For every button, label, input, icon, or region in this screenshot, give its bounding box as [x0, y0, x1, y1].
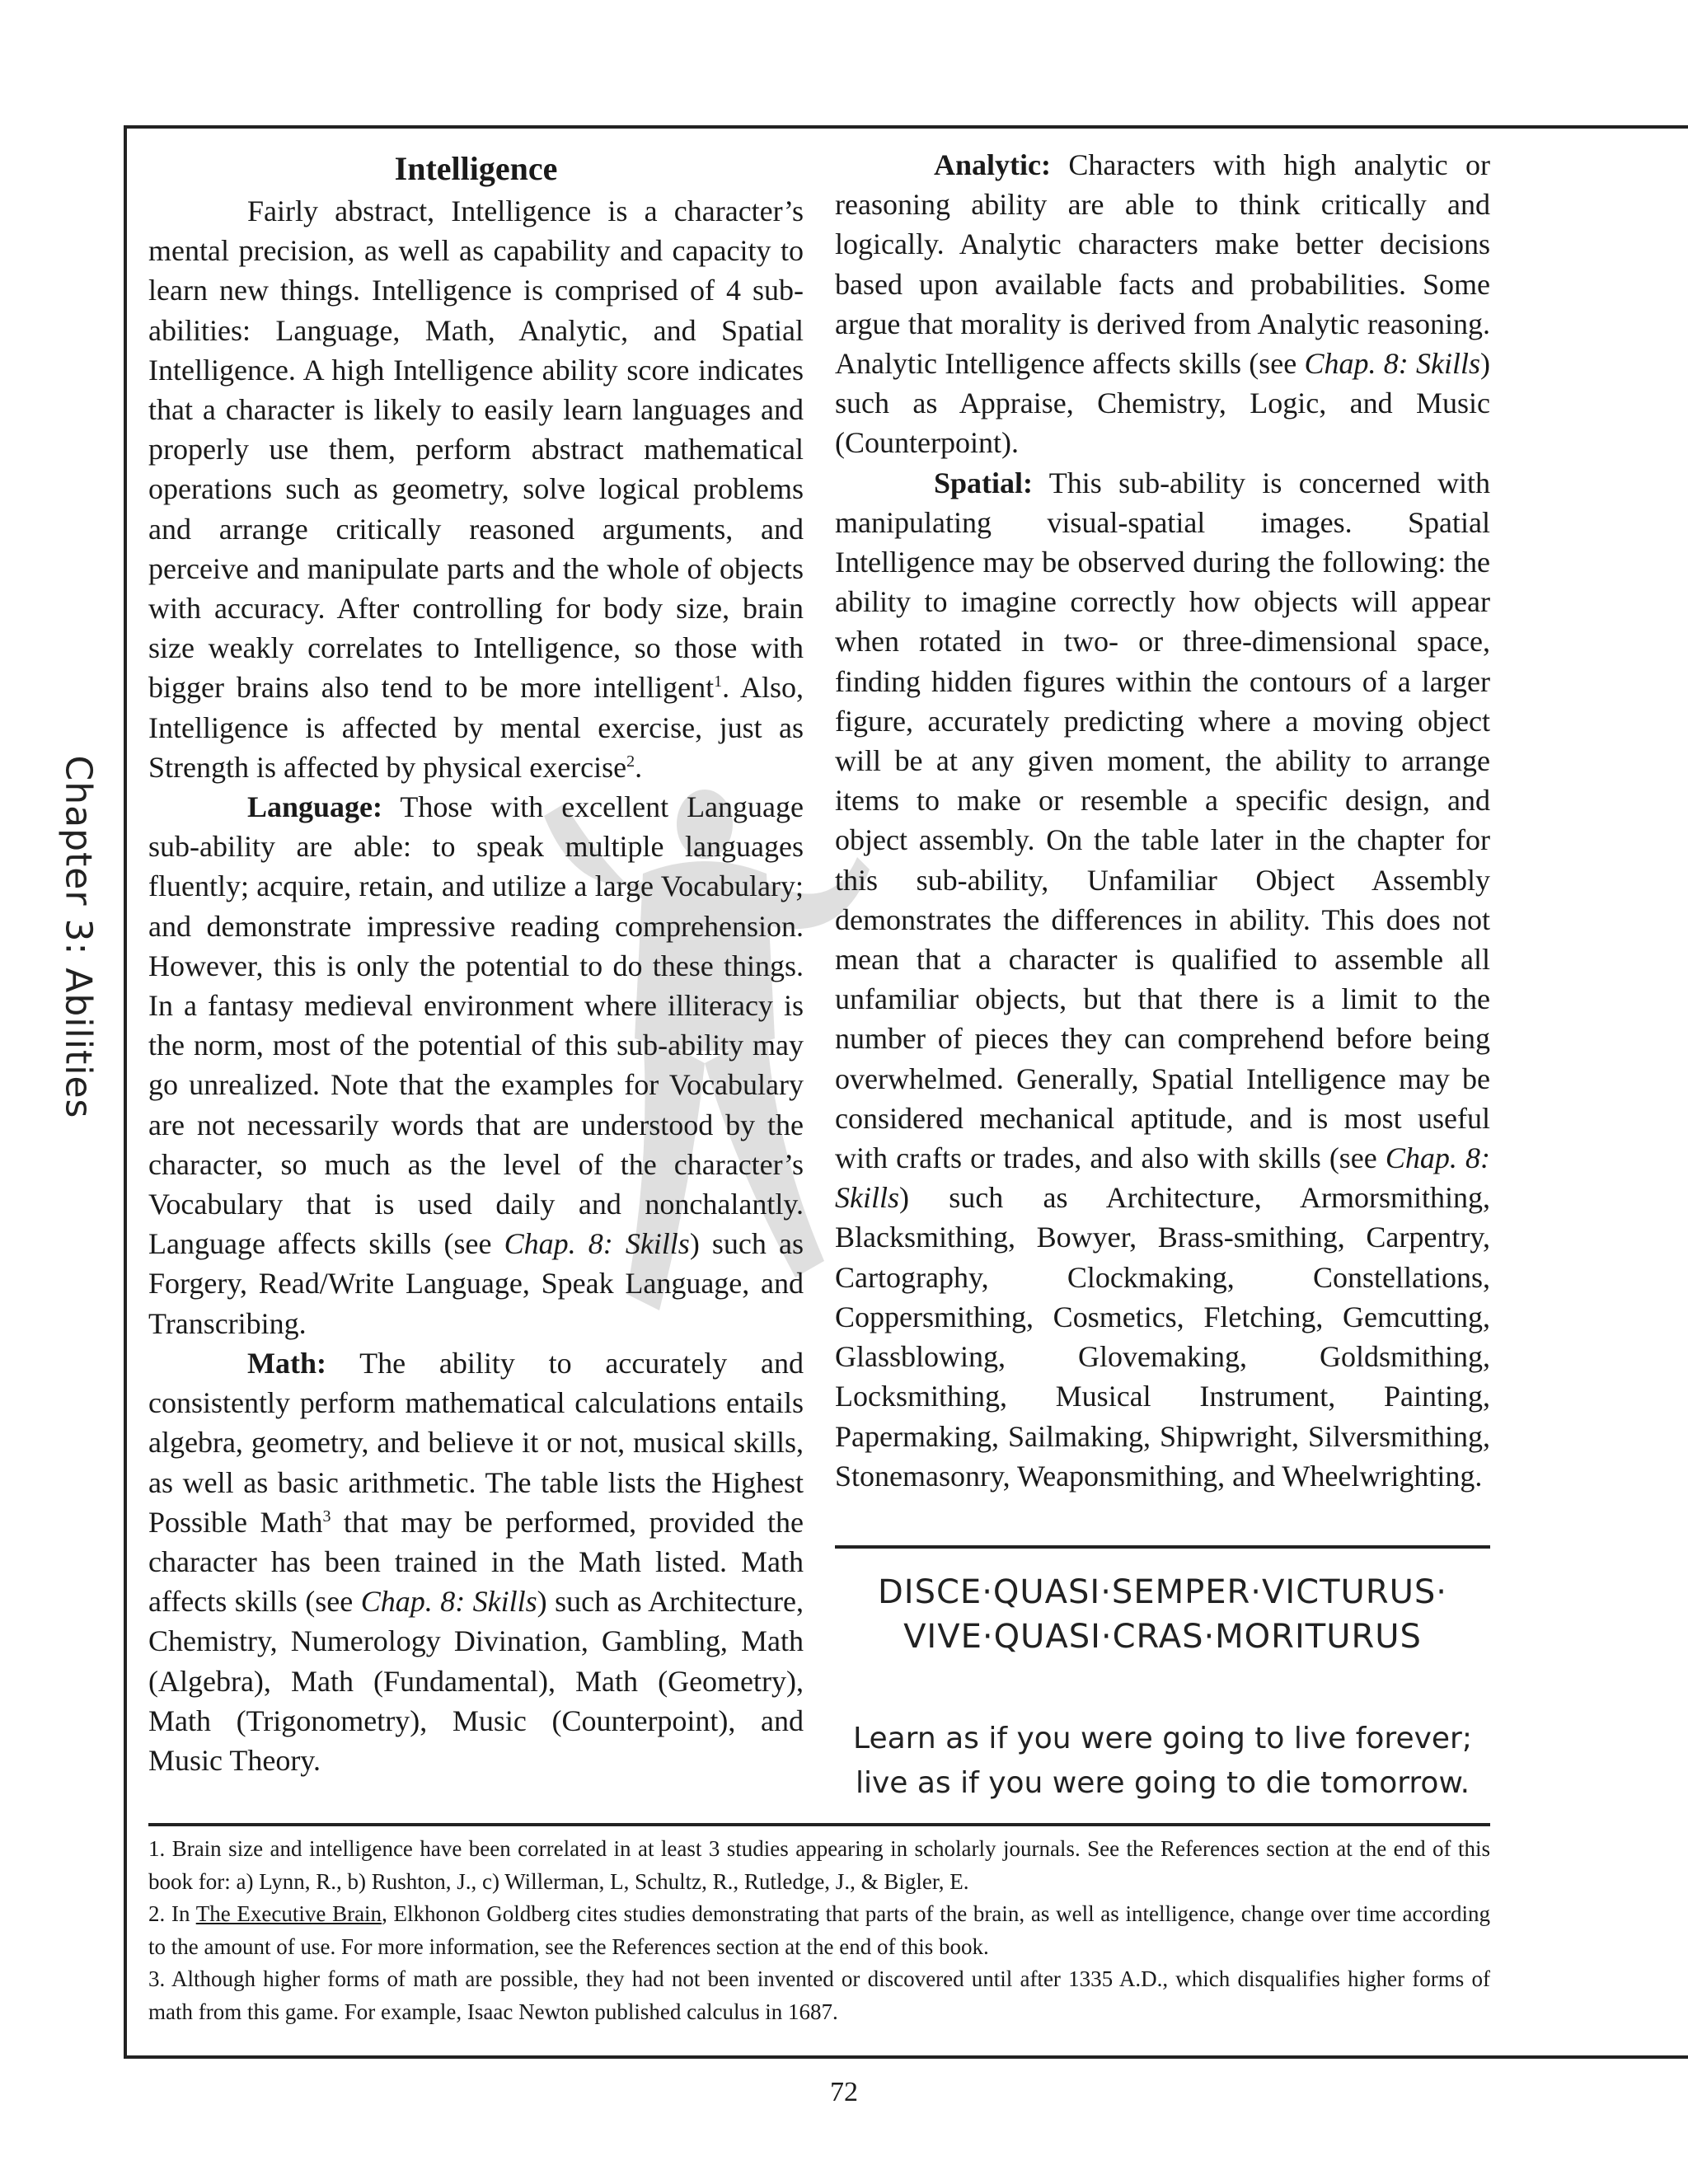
footnote-1: 1. Brain size and intelligence have been correlated in at least 3 studies appearing in scholarly journals. See the References section at the end of this book for: a) Lynn, R., b) Rushton, J., c) Willerman, L, Schultz, R., Rutledge, J., & Bigler, E. — [148, 1836, 1490, 1894]
footnote-2-start: 2. In — [148, 1901, 196, 1926]
motto-latin-line-2: VIVE·QUASI·CRAS·MORITURUS — [903, 1618, 1422, 1656]
intelligence-intro-paragraph — [148, 191, 804, 787]
right-column — [835, 145, 1490, 1496]
section-heading-intelligence: Intelligence — [394, 150, 558, 187]
footnote-rule — [148, 1823, 1490, 1826]
math-text-2: that may be performed, provided the character has been trained in the Math listed. Math affects skills (see — [148, 1505, 804, 1619]
footnote-2-book-title: The Executive Brain — [195, 1901, 382, 1926]
footnotes — [148, 1833, 1490, 2028]
analytic-text: Characters with high analytic or reasoning ability are able to think critically and logically. Analytic characters make better decisions based upon available facts and probabilities. Some argue that morality is derived from Analytic reasoning. Analytic Intelligence affects skills (see — [835, 148, 1490, 381]
intro-text-2: . Also, Intelligence is affected by mental exercise, just as Strength is affected by physical exercise — [148, 671, 804, 784]
page-number: 72 — [830, 2077, 858, 2107]
footnote-3: 3. Although higher forms of math are possible, they had not been invented or discovered until after 1335 A.D., which disqualifies higher forms of math from this game. For example, Isaac Newton published calculus in 1687. — [148, 1966, 1490, 2024]
spatial-chapter-ref: Chap. 8: Skills — [835, 1141, 1491, 1215]
language-chapter-ref: Chap. 8: Skills — [504, 1227, 690, 1261]
motto-english — [835, 1717, 1490, 1806]
chapter-side-label: Chapter 3: Abilities — [57, 755, 100, 1119]
spatial-paragraph — [835, 463, 1490, 1496]
footnote-ref-3: 3 — [322, 1507, 331, 1526]
spatial-text: This sub-ability is concerned with manipulating visual-spatial images. Spatial Intelligence may be observed during the following: the ability to imagine correctly how objects will appear when rotated in two- or three-dimensional space, finding hidden figures within the contours of a larger figure, accurately predicting where a moving object will be at any given moment, the ability to arrange items to make or resemble a specific design, and object assembly. On the table later in the chapter for this sub-ability, Unfamiliar Object Assembly demonstrates the differences in ability. This does not mean that a character is qualified to assemble all unfamiliar objects, but that there is a limit to the number of pieces they can comprehend before being overwhelmed. Generally, Spatial Intelligence may be considered mechanical aptitude, and is most useful with crafts or trades, and also with skills (see — [835, 466, 1490, 1175]
footnote-ref-2: 2 — [626, 752, 635, 771]
math-chapter-ref: Chap. 8: Skills — [360, 1585, 537, 1619]
motto-english-line-1: Learn as if you were going to live forever; — [853, 1722, 1472, 1755]
analytic-end: ) such as Appraise, Chemistry, Logic, and Music (Counterpoint). — [835, 347, 1490, 460]
intro-text: Fairly abstract, Intelligence is a character’s mental precision, as well as capability and capacity to learn new things. Intelligence is comprised of 4 sub-abilities: Language, Math, Analytic, and Spatial Intelligence. A high Intelligence ability score indicates that a character is likely to easily learn languages and properly use them, perform abstract mathematical operations such as geometry, solve logical problems and arrange critically reasoned arguments, and perceive and manipulate parts and the whole of objects with accuracy. After controlling for body size, brain size weakly correlates to Intelligence, so those with bigger brains also tend to be more intelligent — [148, 194, 804, 705]
language-term: Language: — [247, 790, 383, 824]
math-paragraph — [148, 1343, 804, 1780]
math-term: Math: — [247, 1346, 326, 1380]
motto-top-rule — [835, 1545, 1490, 1549]
footnote-2 — [148, 1898, 1490, 1963]
motto-latin — [835, 1570, 1490, 1659]
spatial-term: Spatial: — [934, 466, 1034, 499]
footnote-2-rest: , Elkhonon Goldberg cites studies demonstrating that parts of the brain, as well as intelligence, change over time according to the amount of use. For more information, see the References section at the end of this book. — [148, 1901, 1490, 1959]
math-end: ) such as Architecture, Chemistry, Numerology Divination, Gambling, Math (Algebra), Math (Fundamental), Math (Geometry), Math (Trigonometry), Music (Counterpoint), and Music Theory. — [148, 1585, 804, 1777]
language-text: Those with excellent Language sub-ability are able: to speak multiple languages fluently; acquire, retain, and utilize a large Vocabulary; and demonstrate impressive reading comprehension. However, this is only the potential to do these things. In a fantasy medieval environment where illiteracy is the norm, most of the potential of this sub-ability may go unrealized. Note that the examples for Vocabulary are not necessarily words that are understood by the character, so much as the level of the character’s Vocabulary that is used daily and nonchalantly. Language affects skills (see — [148, 790, 804, 1261]
intro-end: . — [635, 750, 643, 784]
language-paragraph — [148, 787, 804, 1343]
math-text: The ability to accurately and consistently perform mathematical calculations entails algebra, geometry, and believe it or not, musical skills, as well as basic arithmetic. The table lists the Highest Possible Math — [148, 1346, 804, 1539]
footnote-ref-1: 1 — [714, 673, 723, 691]
analytic-term: Analytic: — [934, 148, 1051, 181]
analytic-paragraph — [835, 145, 1490, 463]
left-column — [148, 145, 804, 1780]
motto-english-line-2: live as if you were going to die tomorrow. — [855, 1766, 1470, 1800]
motto-latin-line-1: DISCE·QUASI·SEMPER·VICTURUS· — [878, 1573, 1447, 1611]
analytic-chapter-ref: Chap. 8: Skills — [1304, 347, 1480, 381]
spatial-end: ) such as Architecture, Armorsmithing, Blacksmithing, Bowyer, Brass-smithing, Carpentry, Cartography, Clockmaking, Constellations, Coppersmithing, Cosmetics, Fletching, Gemcutting, Glassblowing, Glovemaking, Goldsmithing, Locksmithing, Musical Instrument, Painting, Papermaking, Sailmaking, Shipwright, Silversmithing, Stonemasonry, Weaponsmithing, and Wheelwrighting. — [835, 1181, 1490, 1493]
language-end: ) such as Forgery, Read/Write Language, Speak Language, and Transcribing. — [148, 1227, 804, 1340]
